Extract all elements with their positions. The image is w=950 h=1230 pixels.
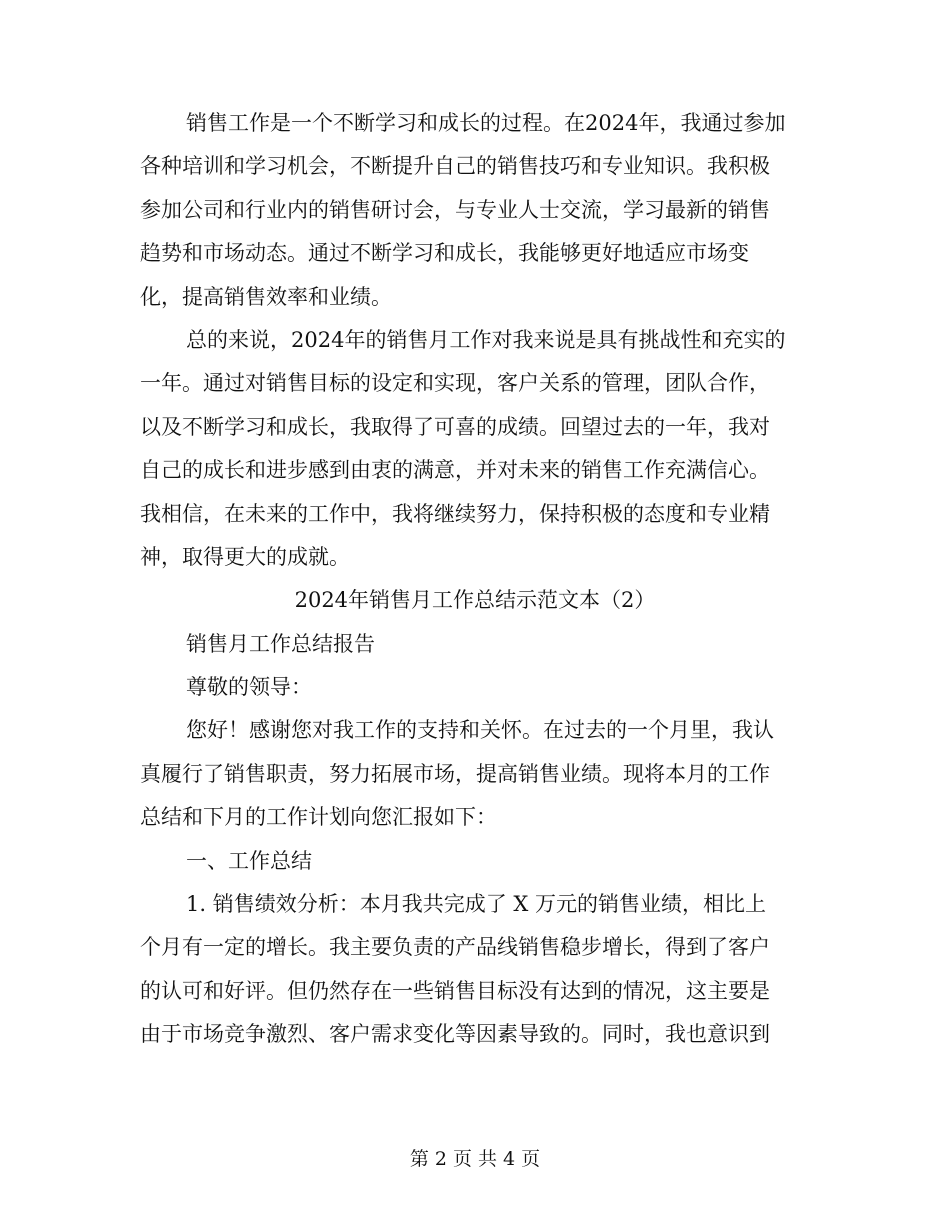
paragraph-line: 1. 销售绩效分析：本月我共完成了 X 万元的销售业绩，相比上 [186,892,767,917]
paragraph-line: 销售工作是一个不断学习和成长的过程。在2024年，我通过参加 [186,111,786,135]
paragraph-line: 一年。通过对销售目标的设定和实现，客户关系的管理，团队合作， [140,371,770,396]
paragraph-line: 神，取得更大的成就。 [140,544,350,569]
salutation: 尊敬的领导： [186,675,312,700]
paragraph-line: 由于市场竞争激烈、客户需求变化等因素导致的。同时，我也意识到 [140,1022,770,1047]
paragraph-line: 真履行了销售职责，努力拓展市场，提高销售业绩。现将本月的工作 [140,761,770,786]
section-title: 2024年销售月工作总结示范文本（2） [294,588,656,613]
paragraph-line: 我相信，在未来的工作中，我将继续努力，保持积极的态度和专业精 [140,501,770,526]
paragraph-line: 参加公司和行业内的销售研讨会，与专业人士交流，学习最新的销售 [140,197,770,222]
paragraph-line: 趋势和市场动态。通过不断学习和成长，我能够更好地适应市场变 [140,241,749,266]
subsection-heading: 一、工作总结 [186,848,312,873]
page-footer: 第 2 页 共 4 页 [409,1148,541,1170]
paragraph-line: 个月有一定的增长。我主要负责的产品线销售稳步增长，得到了客户 [140,935,770,960]
paragraph-line: 的认可和好评。但仍然存在一些销售目标没有达到的情况，这主要是 [140,978,770,1003]
report-heading: 销售月工作总结报告 [186,631,375,656]
paragraph-line: 以及不断学习和成长，我取得了可喜的成绩。回望过去的一年，我对 [140,414,770,439]
paragraph-line: 自己的成长和进步感到由衷的满意，并对未来的销售工作充满信心。 [140,458,770,483]
document-body [140,102,810,1057]
paragraph-line: 各种培训和学习机会，不断提升自己的销售技巧和专业知识。我积极 [140,154,770,179]
paragraph-line: 您好！感谢您对我工作的支持和关怀。在过去的一个月里，我认 [186,718,774,743]
paragraph-line: 总结和下月的工作计划向您汇报如下： [140,805,497,830]
paragraph-line: 化，提高销售效率和业绩。 [140,284,392,309]
paragraph-line: 总的来说，2024年的销售月工作对我来说是具有挑战性和充实的 [186,327,786,352]
